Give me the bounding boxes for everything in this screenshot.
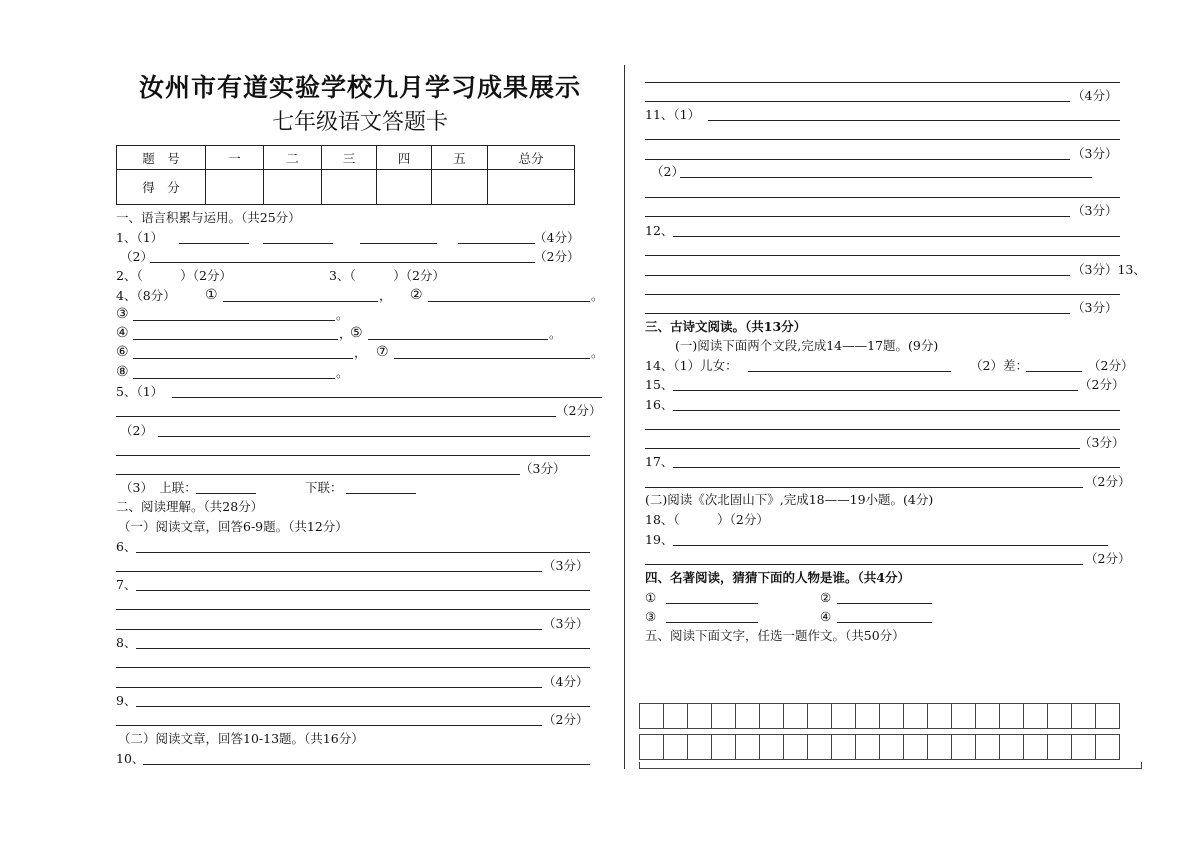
q3-label: 3、（ ）（2分） [329,268,445,283]
q5-2-blank-c[interactable] [116,474,520,475]
period: 。 [591,345,604,360]
score-cell-4[interactable] [377,170,432,205]
q1-1-blank-b[interactable] [263,243,333,244]
q11-1-blank-b[interactable] [645,139,1120,140]
q17-blank-a[interactable] [673,467,1120,468]
section-2-heading: 二、阅读理解。（共28分） [116,499,264,514]
q16-label: 16、 [645,397,674,412]
q14-2-blank[interactable] [1026,371,1082,372]
q6-blank-b[interactable] [116,571,542,572]
q4-blank-6[interactable] [133,358,353,359]
q5-1-blank-b[interactable] [116,416,556,417]
q12-blank-c[interactable] [645,275,1070,276]
q19-blank-b[interactable] [645,564,1083,565]
circle-6: ⑥ [116,344,129,360]
q7-blank-c[interactable] [116,629,542,630]
q1-2-label: （2） [120,249,153,264]
shanglian-blank[interactable] [196,493,256,494]
section-1-heading: 一、语言积累与运用。（共25分） [116,210,301,225]
header-section-1: 一 [206,146,264,170]
q5-2-blank-a[interactable] [158,436,590,437]
q5-3-label: （3） 上联： [120,480,197,495]
q8-blank-a[interactable] [136,648,590,649]
q11-2-blank-b[interactable] [645,197,1120,198]
q1-1-points: （4分） [534,230,580,245]
q13-blank-b[interactable] [645,313,1070,314]
s4-circle-3: ③ [645,609,657,624]
q11-1-points: （3分） [1072,146,1118,161]
q16-blank-b[interactable] [645,429,1120,430]
column-divider [624,65,625,769]
q11-2-points: （3分） [1072,203,1118,218]
circle-1: ① [205,287,218,303]
q12-points-q13-label: （3分）13、 [1072,262,1146,277]
q5-1-points: （2分） [556,403,602,418]
header-total: 总分 [488,146,575,170]
composition-grid-row-2[interactable] [639,734,1120,760]
score-cell-2[interactable] [264,170,322,205]
q10-label: 10、 [116,751,145,766]
q7-label: 7、 [116,577,137,592]
period: 。 [336,365,349,380]
q14-1-blank[interactable] [748,371,951,372]
q4-blank-4[interactable] [133,339,338,340]
q19-label: 19、 [645,532,674,547]
q5-2-blank-b[interactable] [116,455,590,456]
q17-blank-b[interactable] [645,487,1083,488]
q4-blank-2[interactable] [428,301,590,302]
score-cell-1[interactable] [206,170,264,205]
section-3a-heading: (一)阅读下面两个文段,完成14——17题。(9分) [675,338,939,353]
s4-circle-2: ② [820,590,832,605]
q8-points: （4分） [543,674,589,689]
xialian-blank[interactable] [346,493,416,494]
q5-2-points: （3分） [520,461,566,476]
comma: ， [379,288,392,303]
q17-points: （2分） [1085,474,1131,489]
q5-1-blank-a[interactable] [172,397,602,398]
header-question-number: 题 号 [117,146,206,170]
q16-blank-a[interactable] [673,410,1120,411]
q9-blank-b[interactable] [116,725,542,726]
q9-points: （2分） [543,712,589,727]
q9-blank-a[interactable] [136,706,590,707]
header-section-4: 四 [377,146,432,170]
q6-label: 6、 [116,539,137,554]
q10-blank[interactable] [143,764,590,765]
score-table [116,145,575,205]
q10-points: （4分） [1072,88,1118,103]
period: 。 [336,307,349,322]
q6-points: （3分） [543,558,589,573]
circle-4: ④ [116,325,129,341]
q18-label: 18、（ ）（2分） [645,512,769,527]
q15-blank[interactable] [673,390,1078,391]
section-5-heading: 五、阅读下面文字，任选一题作文。（共50分） [645,628,905,643]
header-section-5: 五 [432,146,488,170]
q1-1-blank-c[interactable] [360,243,437,244]
s4-circle-4: ④ [820,609,832,624]
q11-2-blank-a[interactable] [680,177,1092,178]
q13-points: （3分） [1072,300,1118,315]
q4-blank-1[interactable] [223,301,378,302]
q8-blank-b[interactable] [116,667,590,668]
q4-blank-7[interactable] [394,358,590,359]
q16-points: （3分） [1079,435,1125,450]
circle-8: ⑧ [116,364,129,380]
q2-label: 2、（ ）（2分） [116,268,232,283]
s4-blank-2[interactable] [837,603,932,604]
xialian-label: 下联： [305,480,343,495]
circle-2: ② [410,287,423,303]
q1-2-points: （2分） [534,249,580,264]
header-section-2: 二 [264,146,322,170]
q12-blank-a[interactable] [673,236,1120,237]
q4-blank-3[interactable] [133,320,335,321]
q12-blank-b[interactable] [645,255,1120,256]
s4-blank-3[interactable] [666,622,758,623]
q4-blank-8[interactable] [133,378,335,379]
section-4-heading: 四、名著阅读，猜猜下面的人物是谁。（共4分） [645,570,910,585]
q16-blank-c[interactable] [645,448,1080,449]
q5-1-label: 5、（1） [116,384,164,399]
section-3b-heading: (二)阅读《次北固山下》,完成18——19小题。(4分) [645,492,934,507]
period: 。 [591,288,604,303]
score-cell-5[interactable] [432,170,488,205]
q5-2-label: （2） [120,423,153,438]
q15-label: 15、 [645,377,674,392]
q17-label: 17、 [645,454,674,469]
section-2a-heading: （一）阅读文章，回答6-9题。（共12分） [118,519,348,534]
circle-5: ⑤ [350,325,363,341]
q4-label: 4、（8分） [116,288,176,303]
q1-1-blank-d[interactable] [458,243,535,244]
circle-7: ⑦ [376,344,389,360]
score-cell-3[interactable] [322,170,377,205]
q4-blank-5[interactable] [368,339,548,340]
q11-1-blank-a[interactable] [708,120,1120,121]
s4-blank-1[interactable] [666,603,758,604]
q1-1-blank-a[interactable] [179,243,249,244]
composition-grid-row-1[interactable] [639,703,1120,729]
q11-1-label: 11、（1） [645,107,701,122]
q7-blank-b[interactable] [116,609,590,610]
score-cell-total[interactable] [488,170,575,205]
q14-2-label: （2）差： [970,358,1028,373]
q12-label: 12、 [645,223,674,238]
q15-points: （2分） [1079,377,1125,392]
s4-circle-1: ① [645,590,657,605]
q7-blank-a[interactable] [136,590,590,591]
q7-points: （3分） [543,616,589,631]
q8-blank-c[interactable] [116,687,542,688]
q6-blank-a[interactable] [136,552,590,553]
q11-1-blank-c[interactable] [645,159,1070,160]
q9-label: 9、 [116,693,137,708]
header-section-3: 三 [322,146,377,170]
q13-blank-a[interactable] [645,294,1120,295]
exam-subtitle: 七年级语文答题卡 [271,110,448,135]
q10-blank-cont-a[interactable] [645,82,1120,83]
q11-2-label: （2） [651,164,684,179]
exam-title: 汝州市有道实验学校九月学习成果展示 [138,73,581,102]
s4-blank-4[interactable] [837,622,932,623]
q10-blank-cont-b[interactable] [645,101,1070,102]
q1-1-label: 1、（1） [116,230,164,245]
comma: ， [354,345,367,360]
q14-1-label: 14、（1）儿女： [645,358,738,373]
section-3-heading: 三、古诗文阅读。（共13分） [645,319,807,334]
row-label-score: 得 分 [117,170,206,205]
section-2b-heading: （二）阅读文章，回答10-13题。（共16分） [118,731,364,746]
q19-points: （2分） [1085,551,1131,566]
q1-2-blank[interactable] [150,262,535,263]
period: 。 [549,326,562,341]
q14-points: （2分） [1088,358,1134,373]
comma: ， [339,326,352,341]
q19-blank-a[interactable] [673,545,1108,546]
composition-grid-bottom-strip [639,762,1142,769]
q8-label: 8、 [116,635,137,650]
circle-3: ③ [116,306,129,322]
q11-2-blank-c[interactable] [645,216,1070,217]
